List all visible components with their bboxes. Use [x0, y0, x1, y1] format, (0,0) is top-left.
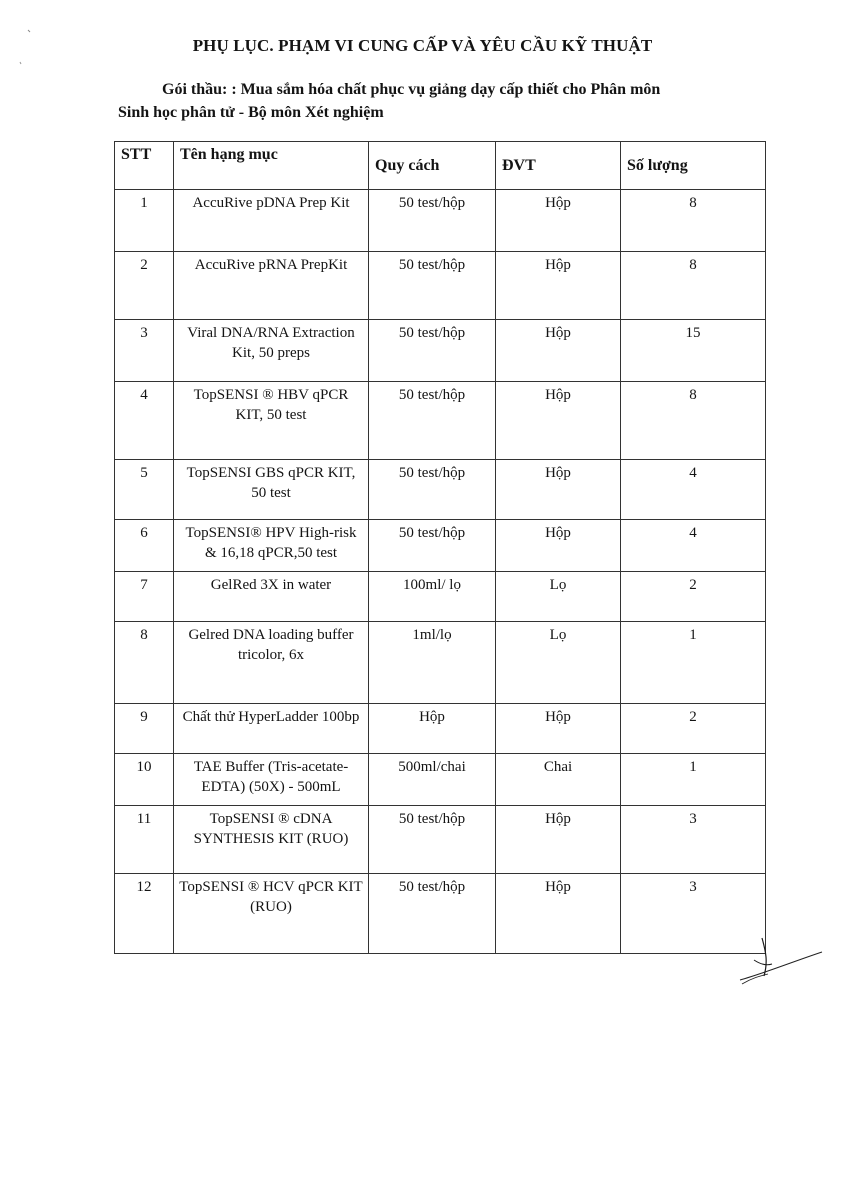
- cell-unit: Hộp: [496, 874, 621, 954]
- cell-name: TopSENSI ® HBV qPCR KIT, 50 test: [174, 382, 369, 460]
- cell-unit: Hộp: [496, 806, 621, 874]
- table-row: [115, 572, 766, 622]
- header-qty: Số lượng: [621, 142, 766, 190]
- cell-stt: 7: [115, 572, 174, 622]
- cell-unit: Hộp: [496, 520, 621, 572]
- cell-stt: 10: [115, 754, 174, 806]
- cell-stt: 8: [115, 622, 174, 704]
- cell-stt: 3: [115, 320, 174, 382]
- tender-description: [118, 78, 778, 124]
- cell-name: TopSENSI ® cDNA SYNTHESIS KIT (RUO): [174, 806, 369, 874]
- table-row: [115, 460, 766, 520]
- table-row: [115, 252, 766, 320]
- cell-qty: 2: [621, 572, 766, 622]
- header-stt: STT: [115, 142, 174, 190]
- cell-name: TopSENSI® HPV High-risk & 16,18 qPCR,50 test: [174, 520, 369, 572]
- cell-qty: 15: [621, 320, 766, 382]
- cell-stt: 9: [115, 704, 174, 754]
- cell-qty: 8: [621, 190, 766, 252]
- cell-stt: 5: [115, 460, 174, 520]
- cell-stt: 12: [115, 874, 174, 954]
- cell-spec: 50 test/hộp: [369, 320, 496, 382]
- cell-qty: 2: [621, 704, 766, 754]
- cell-spec: 50 test/hộp: [369, 460, 496, 520]
- cell-name: TAE Buffer (Tris-acetate-EDTA) (50X) - 500mL: [174, 754, 369, 806]
- cell-spec: 50 test/hộp: [369, 252, 496, 320]
- handwritten-signature: [732, 930, 827, 990]
- header-name: Tên hạng mục: [174, 142, 369, 190]
- table-row: [115, 520, 766, 572]
- header-spec: Quy cách: [369, 142, 496, 190]
- cell-stt: 6: [115, 520, 174, 572]
- cell-stt: 11: [115, 806, 174, 874]
- cell-unit: Lọ: [496, 572, 621, 622]
- cell-spec: 100ml/ lọ: [369, 572, 496, 622]
- cell-stt: 2: [115, 252, 174, 320]
- cell-name: Gelred DNA loading buffer tricolor, 6x: [174, 622, 369, 704]
- cell-name: AccuRive pRNA PrepKit: [174, 252, 369, 320]
- cell-unit: Hộp: [496, 252, 621, 320]
- cell-name: Chất thử HyperLadder 100bp: [174, 704, 369, 754]
- cell-unit: Chai: [496, 754, 621, 806]
- cell-name: TopSENSI ® HCV qPCR KIT (RUO): [174, 874, 369, 954]
- cell-spec: 50 test/hộp: [369, 382, 496, 460]
- header-unit: ĐVT: [496, 142, 621, 190]
- cell-spec: 1ml/lọ: [369, 622, 496, 704]
- table-row: [115, 754, 766, 806]
- cell-qty: 1: [621, 754, 766, 806]
- items-table: [114, 141, 766, 954]
- cell-name: AccuRive pDNA Prep Kit: [174, 190, 369, 252]
- cell-spec: 500ml/chai: [369, 754, 496, 806]
- table-row: [115, 704, 766, 754]
- cell-qty: 8: [621, 252, 766, 320]
- cell-qty: 4: [621, 460, 766, 520]
- table-row: [115, 320, 766, 382]
- cell-unit: Hộp: [496, 460, 621, 520]
- table-header-row: [115, 142, 766, 190]
- cell-unit: Hộp: [496, 320, 621, 382]
- cell-spec: 50 test/hộp: [369, 874, 496, 954]
- cell-qty: 4: [621, 520, 766, 572]
- cell-unit: Lọ: [496, 622, 621, 704]
- cell-spec: Hộp: [369, 704, 496, 754]
- cell-stt: 1: [115, 190, 174, 252]
- table-row: [115, 806, 766, 874]
- table-row: [115, 874, 766, 954]
- cell-name: TopSENSI GBS qPCR KIT, 50 test: [174, 460, 369, 520]
- cell-spec: 50 test/hộp: [369, 520, 496, 572]
- cell-qty: 3: [621, 874, 766, 954]
- tender-line-1: Gói thầu: : Mua sắm hóa chất phục vụ giảng dạy cấp thiết cho Phân môn: [162, 81, 661, 98]
- cell-qty: 1: [621, 622, 766, 704]
- cell-qty: 8: [621, 382, 766, 460]
- cell-name: Viral DNA/RNA Extraction Kit, 50 preps: [174, 320, 369, 382]
- cell-spec: 50 test/hộp: [369, 806, 496, 874]
- cell-qty: 3: [621, 806, 766, 874]
- tender-line-2: Sinh học phân tử - Bộ môn Xét nghiệm: [118, 104, 384, 121]
- table-row: [115, 190, 766, 252]
- cell-unit: Hộp: [496, 704, 621, 754]
- table-row: [115, 622, 766, 704]
- cell-unit: Hộp: [496, 190, 621, 252]
- cell-name: GelRed 3X in water: [174, 572, 369, 622]
- cell-spec: 50 test/hộp: [369, 190, 496, 252]
- table-row: [115, 382, 766, 460]
- cell-unit: Hộp: [496, 382, 621, 460]
- document-title: PHỤ LỤC. PHẠM VI CUNG CẤP VÀ YÊU CẦU KỸ THUẬT: [192, 36, 653, 55]
- cell-stt: 4: [115, 382, 174, 460]
